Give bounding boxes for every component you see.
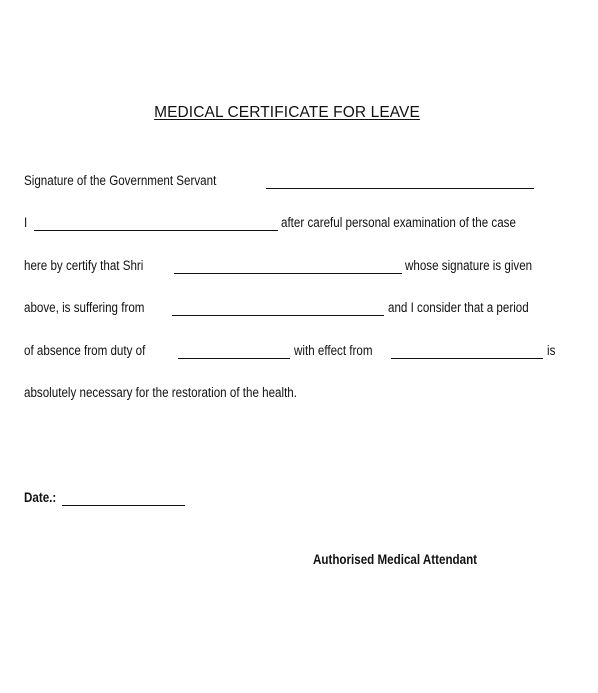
signature-label: Signature of the Government Servant: [24, 173, 217, 188]
date-label: Date.:: [24, 490, 57, 505]
examination-text: after careful personal examination of the case: [281, 215, 516, 230]
patient-name-blank[interactable]: [174, 273, 402, 274]
necessity-text: absolutely necessary for the restoration of the health.: [24, 385, 297, 400]
medical-attendant-label: Authorised Medical Attendant: [313, 552, 478, 567]
period-text: and I consider that a period: [388, 300, 529, 315]
absence-text: of absence from duty of: [24, 343, 146, 358]
name-blank[interactable]: [34, 230, 278, 231]
signature-blank[interactable]: [266, 188, 534, 189]
effect-from-text: with effect from: [294, 343, 373, 358]
certify-text: here by certify that Shri: [24, 258, 144, 273]
suffering-text: above, is suffering from: [24, 300, 145, 315]
illness-blank[interactable]: [172, 315, 384, 316]
signature-given-text: whose signature is given: [405, 258, 533, 273]
duration-blank[interactable]: [178, 358, 290, 359]
i-label: I: [24, 215, 28, 230]
start-date-blank[interactable]: [391, 358, 543, 359]
date-blank[interactable]: [62, 505, 185, 506]
certificate-title: MEDICAL CERTIFICATE FOR LEAVE: [154, 104, 420, 121]
is-text: is: [547, 343, 556, 358]
